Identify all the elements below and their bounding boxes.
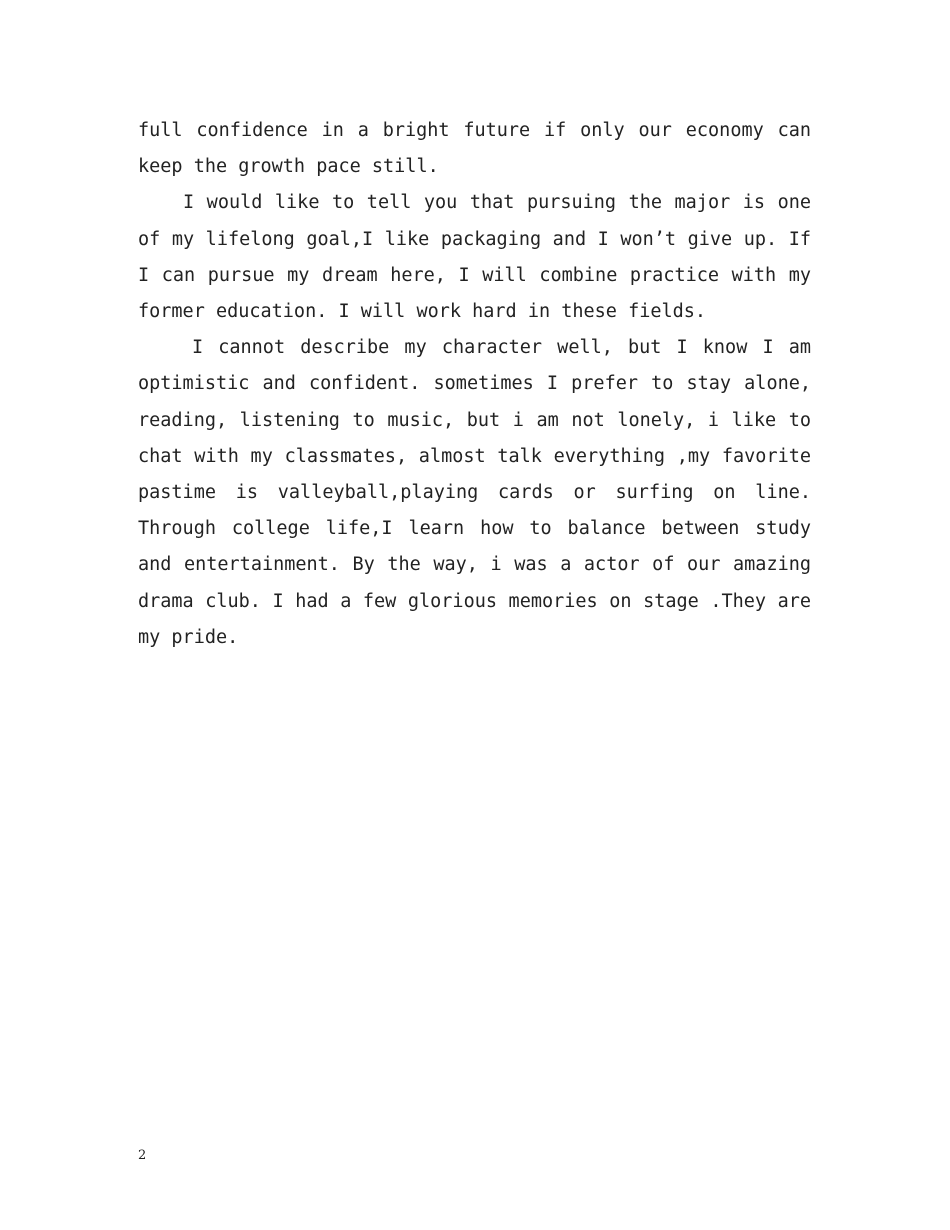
paragraph-major-goal: I would like to tell you that pursuing the major is one of my lifelong goal,I like packaging and I won’t give up. If I can pursue my dream here, I will combine practice with my former education. I will work hard in these fields. (138, 192, 811, 323)
paragraph-character: I cannot describe my character well, but I know I am optimistic and confident. sometimes I prefer to stay alone, reading, listening to music, but i am not lonely, i like to chat with my classmates, almost talk everything ,my favorite pastime is valleyball,playing cards or surfing on line. Through college life,I learn how to balance between study and entertainment. By the way, i was a actor of our amazing drama club. I had a few glorious memories on stage .They are my pride. (138, 337, 811, 648)
page-number: 2 (138, 1148, 147, 1163)
paragraph-continuation: full confidence in a bright future if only our economy can keep the growth pace still. (138, 120, 811, 178)
body-text (138, 113, 811, 656)
